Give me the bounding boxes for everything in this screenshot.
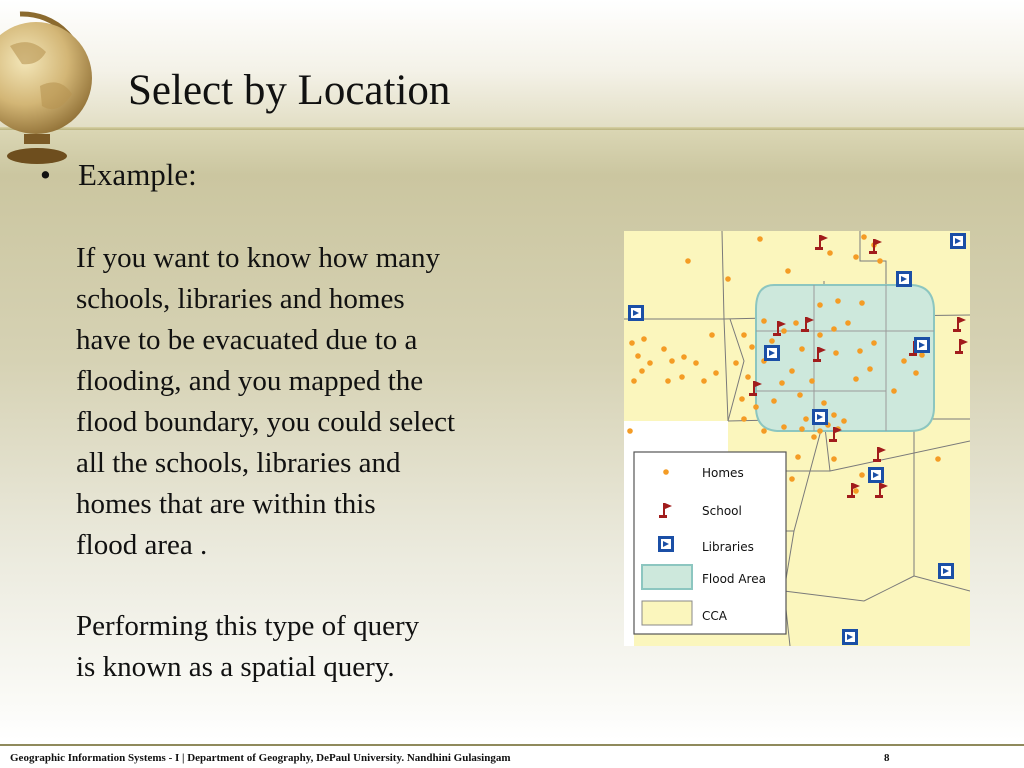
bullet-marker: • <box>40 157 51 192</box>
text-line: Performing this type of query <box>76 610 420 642</box>
legend-flood-swatch <box>642 565 692 589</box>
legend-flood-area-label: Flood Area <box>702 572 766 586</box>
footer-divider <box>0 744 1024 746</box>
conclusion-paragraph <box>76 606 596 688</box>
text-line: flooding, and you mapped the <box>76 365 424 397</box>
flood-area <box>756 285 934 431</box>
title-divider <box>0 127 1024 130</box>
legend-cca-swatch <box>642 601 692 625</box>
text-line: If you want to know how many <box>76 242 441 274</box>
footer-text: Geographic Information Systems - I | Department of Geography, DePaul University. Nandhini Gulasingam <box>10 752 511 764</box>
text-line: all the schools, libraries and <box>76 447 401 479</box>
bullet-label: Example: <box>78 157 197 192</box>
legend-library-symbol <box>658 536 674 552</box>
map-legend <box>634 452 786 634</box>
legend-school-label: School <box>702 504 742 518</box>
legend-cca-label: CCA <box>702 609 727 623</box>
text-line: homes that are within this <box>76 488 376 520</box>
legend-homes-label: Homes <box>702 466 744 480</box>
slide-title: Select by Location <box>128 67 451 114</box>
globe-icon <box>0 6 100 166</box>
text-line: schools, libraries and homes <box>76 283 405 315</box>
explanation-paragraph <box>76 238 596 566</box>
page-number: 8 <box>884 752 890 764</box>
legend-libraries-label: Libraries <box>702 540 754 554</box>
text-line: is known as a spatial query. <box>76 651 395 683</box>
text-line: have to be evacuated due to a <box>76 324 418 356</box>
flood-map <box>624 231 970 646</box>
text-line: flood boundary, you could select <box>76 406 456 438</box>
text-line: flood area . <box>76 529 208 561</box>
legend-homes-symbol <box>663 469 669 475</box>
